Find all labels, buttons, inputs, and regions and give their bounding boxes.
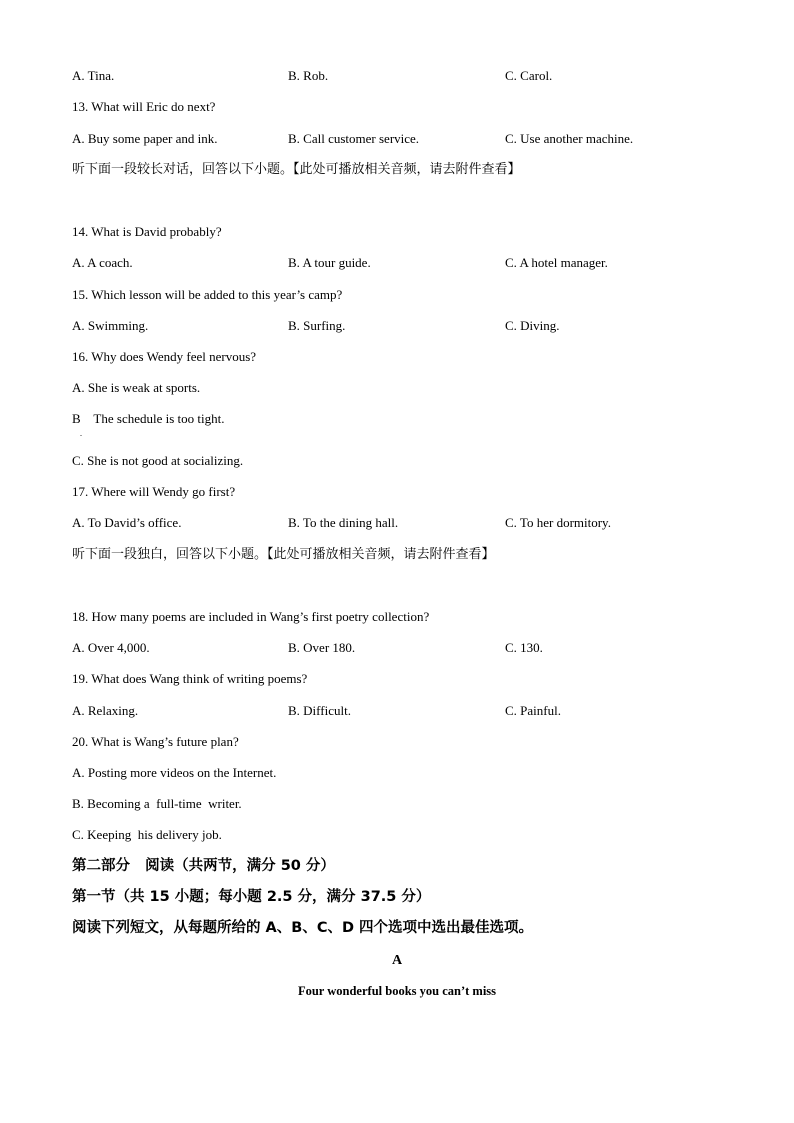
- q13-option-a: A. Buy some paper and ink.: [72, 131, 218, 146]
- q20-option-c: C. Keeping his delivery job.: [72, 827, 222, 842]
- q18-option-c: C. 130.: [505, 640, 543, 655]
- q15-question: 15. Which lesson will be added to this year’s camp?: [72, 287, 343, 302]
- q19-question: 19. What does Wang think of writing poems?: [72, 671, 308, 686]
- q17-option-c: C. To her dormitory.: [505, 515, 611, 530]
- q20-option-a: A. Posting more videos on the Internet.: [72, 765, 277, 780]
- q18-question: 18. How many poems are included in Wang’s first poetry collection?: [72, 609, 430, 624]
- section1-heading: 第一节（共 15 小题；每小题 2.5 分，满分 37.5 分）: [72, 889, 431, 905]
- q16-option-a: A. She is weak at sports.: [72, 380, 201, 395]
- q12-option-b: B. Rob.: [288, 68, 329, 83]
- q16-option-c: C. She is not good at socializing.: [72, 453, 244, 468]
- q13-option-b: B. Call customer service.: [288, 131, 420, 146]
- q13-question: 13. What will Eric do next?: [72, 99, 216, 114]
- q13-option-c: C. Use another machine.: [505, 131, 634, 146]
- passage-title: Four wonderful books you can’t miss: [297, 984, 497, 998]
- q17-question: 17. Where will Wendy go first?: [72, 484, 236, 499]
- stray-dot: .: [80, 429, 82, 438]
- q16-option-b: B The schedule is too tight.: [72, 411, 225, 426]
- monologue-instruction: 听下面一段独白，回答以下小题。【此处可播放相关音频，请去附件查看】: [72, 547, 495, 562]
- q12-option-c: C. Carol.: [505, 68, 553, 83]
- q15-option-a: A. Swimming.: [72, 318, 149, 333]
- q16-question: 16. Why does Wendy feel nervous?: [72, 349, 257, 364]
- q15-option-b: B. Surfing.: [288, 318, 346, 333]
- part2-heading: 第二部分 阅读（共两节，满分 50 分）: [72, 858, 335, 874]
- q18-option-a: A. Over 4,000.: [72, 640, 150, 655]
- q14-option-a: A. A coach.: [72, 255, 133, 270]
- q20-option-b: B. Becoming a full-time writer.: [72, 796, 242, 811]
- q19-option-b: B. Difficult.: [288, 703, 351, 718]
- q14-option-c: C. A hotel manager.: [505, 255, 608, 270]
- passage-letter: A: [391, 953, 403, 968]
- q14-question: 14. What is David probably?: [72, 224, 222, 239]
- q20-question: 20. What is Wang’s future plan?: [72, 734, 239, 749]
- q19-option-a: A. Relaxing.: [72, 703, 139, 718]
- q14-option-b: B. A tour guide.: [288, 255, 371, 270]
- q12-option-a: A. Tina.: [72, 68, 115, 83]
- long-dialogue-instruction: 听下面一段较长对话，回答以下小题。【此处可播放相关音频，请去附件查看】: [72, 162, 521, 177]
- q18-option-b: B. Over 180.: [288, 640, 356, 655]
- reading-instruction: 阅读下列短文，从每题所给的 A、B、C、D 四个选项中选出最佳选项。: [72, 920, 534, 936]
- q15-option-c: C. Diving.: [505, 318, 560, 333]
- q17-option-b: B. To the dining hall.: [288, 515, 399, 530]
- q19-option-c: C. Painful.: [505, 703, 561, 718]
- q17-option-a: A. To David’s office.: [72, 515, 182, 530]
